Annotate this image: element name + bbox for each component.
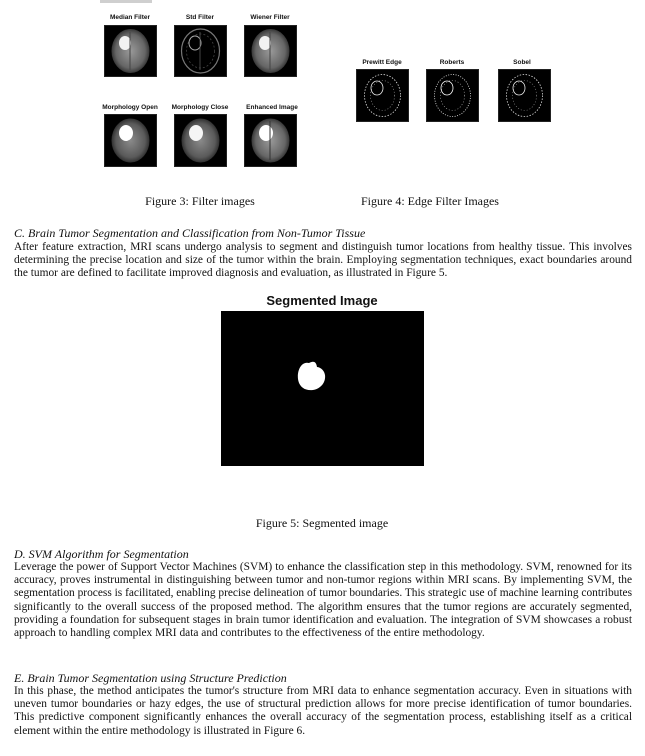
fig5-title: Segmented Image <box>266 293 378 308</box>
fig4-prewitt-image <box>356 69 409 122</box>
fig3-label-enhanced: Enhanced Image <box>246 104 298 111</box>
fig3-std-image <box>174 25 227 77</box>
section-d-body: Leverage the power of Support Vector Machines (SVM) to enhance the classification step in this methodology. SVM, renowned for its accuracy, proves instrumental in distinguishing between tumor and non-tumor regions within MRI scans. By implementing SVM, the segmentation process is facilitated, enabling precise delineation of tumor boundaries. This strategic use of machine learning contributes significantly to the overall success of the proposed method. The algorithm ensures that the tumor regions are accurately segmented, providing a foundation for subsequent stages in brain tumor identification and evaluation. The integration of SVM showcases a robust approach to handling complex MRI data and contributes to the effectiveness of the entire methodology. <box>14 561 632 640</box>
fig4-label-roberts: Roberts <box>439 59 465 66</box>
fig3-label-wiener: Wiener Filter <box>250 14 290 21</box>
fig4-sobel-image <box>498 69 551 122</box>
fig3-label-morph-open: Morphology Open <box>102 104 158 111</box>
section-e-body: In this phase, the method anticipates the tumor's structure from MRI data to enhance segmentation accuracy. Even in situations with uneven tumor boundaries or hazy edges, the use of structural prediction allows for more precise identification of tumor boundaries. This predictive component significantly enhances the overall accuracy of the segmentation process, establishing itself as a critical element within the entire methodology is illustrated in Figure 6. <box>14 685 632 737</box>
fig4-roberts-image <box>426 69 479 122</box>
fig3-median-image <box>104 25 157 77</box>
tumor-region <box>298 362 325 390</box>
fig4-label-sobel: Sobel <box>513 59 531 66</box>
fig5-caption: Figure 5: Segmented image <box>255 516 389 530</box>
fig3-morph-close-image <box>174 114 227 167</box>
fig4-label-prewitt: Prewitt Edge <box>362 59 402 66</box>
section-c-body: After feature extraction, MRI scans undergo analysis to segment and distinguish tumor locations from healthy tissue. This involves determining the precise location and size of the tumor within the brain. Employing segmentation techniques, exact boundaries around the tumor are defined to facilitate improved diagnosis and evaluation, as illustrated in Figure 5. <box>14 241 632 280</box>
fig5-segmented-image <box>221 311 424 466</box>
top-image-remnant <box>100 0 152 3</box>
section-d-heading: D. SVM Algorithm for Segmentation <box>14 547 189 561</box>
fig3-wiener-image <box>244 25 297 77</box>
fig3-label-morph-close: Morphology Close <box>171 104 229 111</box>
fig3-label-median: Median Filter <box>109 14 151 21</box>
fig3-morph-open-image <box>104 114 157 167</box>
section-e-heading: E. Brain Tumor Segmentation using Structure Prediction <box>14 671 287 685</box>
fig4-caption: Figure 4: Edge Filter Images <box>361 194 499 208</box>
fig3-caption: Figure 3: Filter images <box>145 194 255 208</box>
section-c-heading: C. Brain Tumor Segmentation and Classification from Non-Tumor Tissue <box>14 226 366 240</box>
fig3-label-std: Std Filter <box>185 14 215 21</box>
fig3-enhanced-image <box>244 114 297 167</box>
